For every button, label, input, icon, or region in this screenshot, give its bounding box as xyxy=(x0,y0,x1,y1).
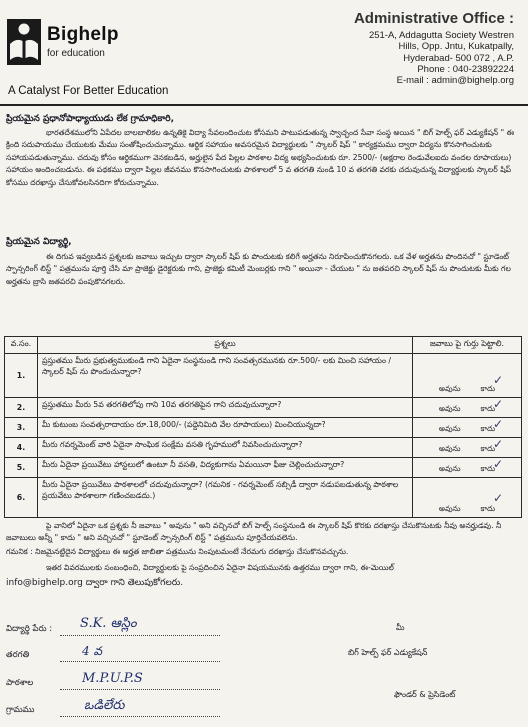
table-header-row xyxy=(5,337,522,354)
checkmark-icon: ✓ xyxy=(492,491,503,505)
answer-yes[interactable]: అవును xyxy=(438,404,461,413)
table-row xyxy=(5,418,522,438)
question-text: ప్రస్తుతము మీరు ప్రభుత్వముకుండి గాని ఏదైనా సంస్థనుండి గాని సంవత్సరమునకు రూ.500/- లకు మించి సహాయం / స్కాలర్ షిప్ ను పొందుచున్నారా? xyxy=(38,354,413,398)
note-line: గమనిక : నిజమైనట్టిదైన విద్యార్థులు ఈ అర్హత జాబితా పత్రమును నింపుటమంటే నేరమగు దరఖాస్తు చేసుకొనవచ్చును. xyxy=(6,547,349,556)
answer-cell[interactable] xyxy=(413,398,522,418)
village-label: గ్రామము xyxy=(6,705,35,715)
col-answer-header: జవాబు పై గుర్తు పెట్టాలి. xyxy=(413,337,522,354)
answer-cell[interactable] xyxy=(413,438,522,458)
checkmark-icon: ✓ xyxy=(492,373,503,387)
village-value[interactable]: ఒడిలేరు xyxy=(84,698,125,713)
tagline: A Catalyst For Better Education xyxy=(8,85,169,97)
answer-no[interactable]: కాదు xyxy=(480,384,496,393)
office-address-block xyxy=(354,10,514,86)
answer-yes[interactable]: అవును xyxy=(438,464,461,473)
office-title: Administrative Office : xyxy=(353,10,514,27)
answer-cell[interactable] xyxy=(413,458,522,478)
row-number: 4. xyxy=(5,438,38,458)
checkmark-icon: ✓ xyxy=(492,437,503,451)
header-divider xyxy=(0,104,528,106)
answer-no[interactable]: కాదు xyxy=(480,404,496,413)
office-line: Phone : 040-23892224 xyxy=(417,63,514,75)
question-text: మీరు గవర్నమెంట్ వారి ఏదైనా సాంఘిక సంక్షేమ వసతి గృహములో నివసించుచున్నారా? xyxy=(38,438,413,458)
row-number: 3. xyxy=(5,418,38,438)
office-email: E-mail : admin@bighelp.org xyxy=(396,75,514,87)
row-number: 1. xyxy=(5,354,38,398)
checkmark-icon: ✓ xyxy=(492,397,503,411)
student-name-field-line xyxy=(60,634,220,636)
sign-prefix: మీ xyxy=(396,623,405,632)
row-number: 2. xyxy=(5,398,38,418)
table-row xyxy=(5,438,522,458)
school-label: పాఠశాల xyxy=(6,678,34,688)
bighelp-logo-icon xyxy=(6,18,42,66)
answer-no[interactable]: కాదు xyxy=(480,464,496,473)
school-field-line xyxy=(60,688,220,690)
answer-cell[interactable] xyxy=(413,418,522,438)
school-value[interactable]: M.P.U.P.S xyxy=(82,671,143,686)
question-text: ప్రస్తుతము మీరు 5వ తరగతిలోపు గాని 10వ తరగతిపైన గాని చదువుచున్నారా? xyxy=(38,398,413,418)
office-line: 251-A, Addagutta Society Westren xyxy=(368,30,514,41)
student-name-value[interactable]: S.K. ఆస్లిం xyxy=(80,616,137,631)
answer-yes[interactable]: అవును xyxy=(438,444,461,453)
row-number: 6. xyxy=(5,478,38,518)
answer-yes[interactable]: అవును xyxy=(438,384,461,393)
intro-paragraph: భారతదేశములోని ఏపేదల బాలబాలికల ఉన్నతికై విద్యా సేవలందించుట కోసమని పాటుపడుతున్న స్వాచ్ఛంద సేవా సంస్థ అయిన " బిగ్ హెల్ప్ ఫర్ ఎడ్యుకేషన్ " ఈ క్రింది సదుపాయము చేయుటకు మేము సంతోషించుచున్నాము. ఆర్థిక సహాయం అవసరమైన విద్యార్థులకు " స్కాలర్ షిప్ " కార్యక్రమము ద్వారా విద్యను కొనసాగించుటకు సహాయపడుతున్నాము. చదువు కోసం ఆర్థికముగా వెనకబడిన, అర్హులైన పేద పిల్లల పాఠశాల విద్య అభ్యసించుటకు రూ. 2500/- (అక్షరాల రెండువేలఐదు వందల రూపాయలు) సహాయం అందించబడును. ఈ పథకము ద్వారా పిల్లల జీవనము కొనసాగించుటకు పాఠశాలలో 5 వ తరగతి నుండి 10 వ తరగతి వరకు చదువుచున్న విద్యార్థులకు స్కాలర్ షిప్ కోసము దరఖాస్తు చేసుకోవలసినదిగా కోరుచున్నాము. xyxy=(6,128,515,187)
contact-email-line[interactable]: info@bighelp.org ద్వారా గాని తెలుపుకోగలరు. xyxy=(6,578,184,588)
answer-yes[interactable]: అవును xyxy=(438,424,461,433)
table-row xyxy=(5,458,522,478)
row-number: 5. xyxy=(5,458,38,478)
organization-signature: బిగ్ హెల్ప్ ఫర్ ఎడ్యుకేషన్ xyxy=(348,648,428,657)
answer-no[interactable]: కాదు xyxy=(480,444,496,453)
instructions-paragraph: ఈ దిగువ ఇవ్వబడిన ప్రశ్నలకు జవాబు ఇచ్చుట ద్వారా స్కాలర్ షిప్ కు పొందుటకు కలిగే అర్హతను నిరూపించుకొనగలరు. ఒక వేళ అర్హతను పొందినచో " స్టూడెంట్ స్పాన్సరింగ్ లిస్ట్ " పత్రమును పూర్తి చేసి మా ప్రాజెక్టు డైరెక్టరుకు గాని, ప్రాజెక్టు కమిటీ మెంబర్లకు గాని " అయినా - చేయుట " ను జతపరచి స్కాలర్ షిప్ ను పొందుటకు మీకు గల అర్హతను బ్రాసి జతపరచి పంపుకొనగలరు. xyxy=(6,252,511,286)
founder-signature: ఫౌండర్ & ప్రెసిడెంట్ xyxy=(394,690,456,699)
office-line: Hills, Opp. Jntu, Kukatpally, xyxy=(398,41,514,53)
salutation-student: ప్రియమైన విద్యార్థి, xyxy=(6,237,72,247)
class-value[interactable]: 4 వ xyxy=(82,644,102,658)
col-questions-header: ప్రశ్నలు xyxy=(38,337,413,354)
eligibility-table xyxy=(4,336,522,518)
brand-name: Bighelp xyxy=(47,24,119,45)
question-text: మీరు ఏదైనా ప్రయివేటు పాఠశాలలో చదువుచున్నారా? (గమనిక - గవర్నమెంట్ సబ్సిడీ ద్వారా నడుపబడుతున్న పాఠశాల ప్రయవేటు పాఠశాలగా గణించబడదు.) xyxy=(38,478,413,518)
answer-no[interactable]: కాదు xyxy=(480,504,496,513)
table-row xyxy=(5,354,522,398)
disqualification-paragraph: పై వానిలో ఏదైనా ఒక ప్రశ్నకు నీ జవాబు " అవును " అని వచ్చినచో బిగ్ హెల్ప్ సంస్థనుండి ఈ స్కాలర్ షిప్ కొరకు దరఖాస్తు చేసుకొనుటకు నీవు అనర్హుడవు. నీ జవాబులు అన్నీ " కాదు " అని వచ్చినచో " స్టూడెంట్ స్పాన్సరింగ్ లిస్ట్ " పత్రమును పూర్తిచేయవలెను. xyxy=(6,521,502,543)
checkmark-icon: ✓ xyxy=(492,417,503,431)
answer-yes[interactable]: అవును xyxy=(438,504,461,513)
student-name-label: విద్యార్థి పేరు : xyxy=(6,624,53,634)
question-text: మీ కుటుంబ సంవత్సరాదాయం రూ.18,000/- (పద్దెనిమిది వేల రూపాయలు) మించియున్నదా? xyxy=(38,418,413,438)
question-text: మీరు ఏదైనా ప్రయివేటు హాస్టలులో ఉంటూ నీ వసతి, విద్యకుగాను ఏమయినా ఫీజు చెల్లించుచున్నారా? xyxy=(38,458,413,478)
office-line: Hyderabad- 500 072 , A.P. xyxy=(403,52,514,64)
salutation-headmaster: ప్రియమైన ప్రధానోపాధ్యాయుడు లేక గ్రామాధికారి, xyxy=(6,114,175,124)
col-serial-header: వ.సం. xyxy=(5,337,38,354)
brand-subtitle: for education xyxy=(47,48,105,59)
answer-no[interactable]: కాదు xyxy=(480,424,496,433)
answer-cell[interactable] xyxy=(413,478,522,518)
answer-cell[interactable] xyxy=(413,354,522,398)
checkmark-icon: ✓ xyxy=(492,457,503,471)
table-row xyxy=(5,478,522,518)
table-row xyxy=(5,398,522,418)
class-label: తరగతి xyxy=(6,650,30,660)
contact-paragraph: ఇతర వివరములకు సంబంధించి, విద్యార్థులకు పై సంప్రదించిన ఏదైనా విషయమునకు ఉత్తరము ద్వారా గాని, ఈ-మెయిల్ xyxy=(46,563,394,572)
